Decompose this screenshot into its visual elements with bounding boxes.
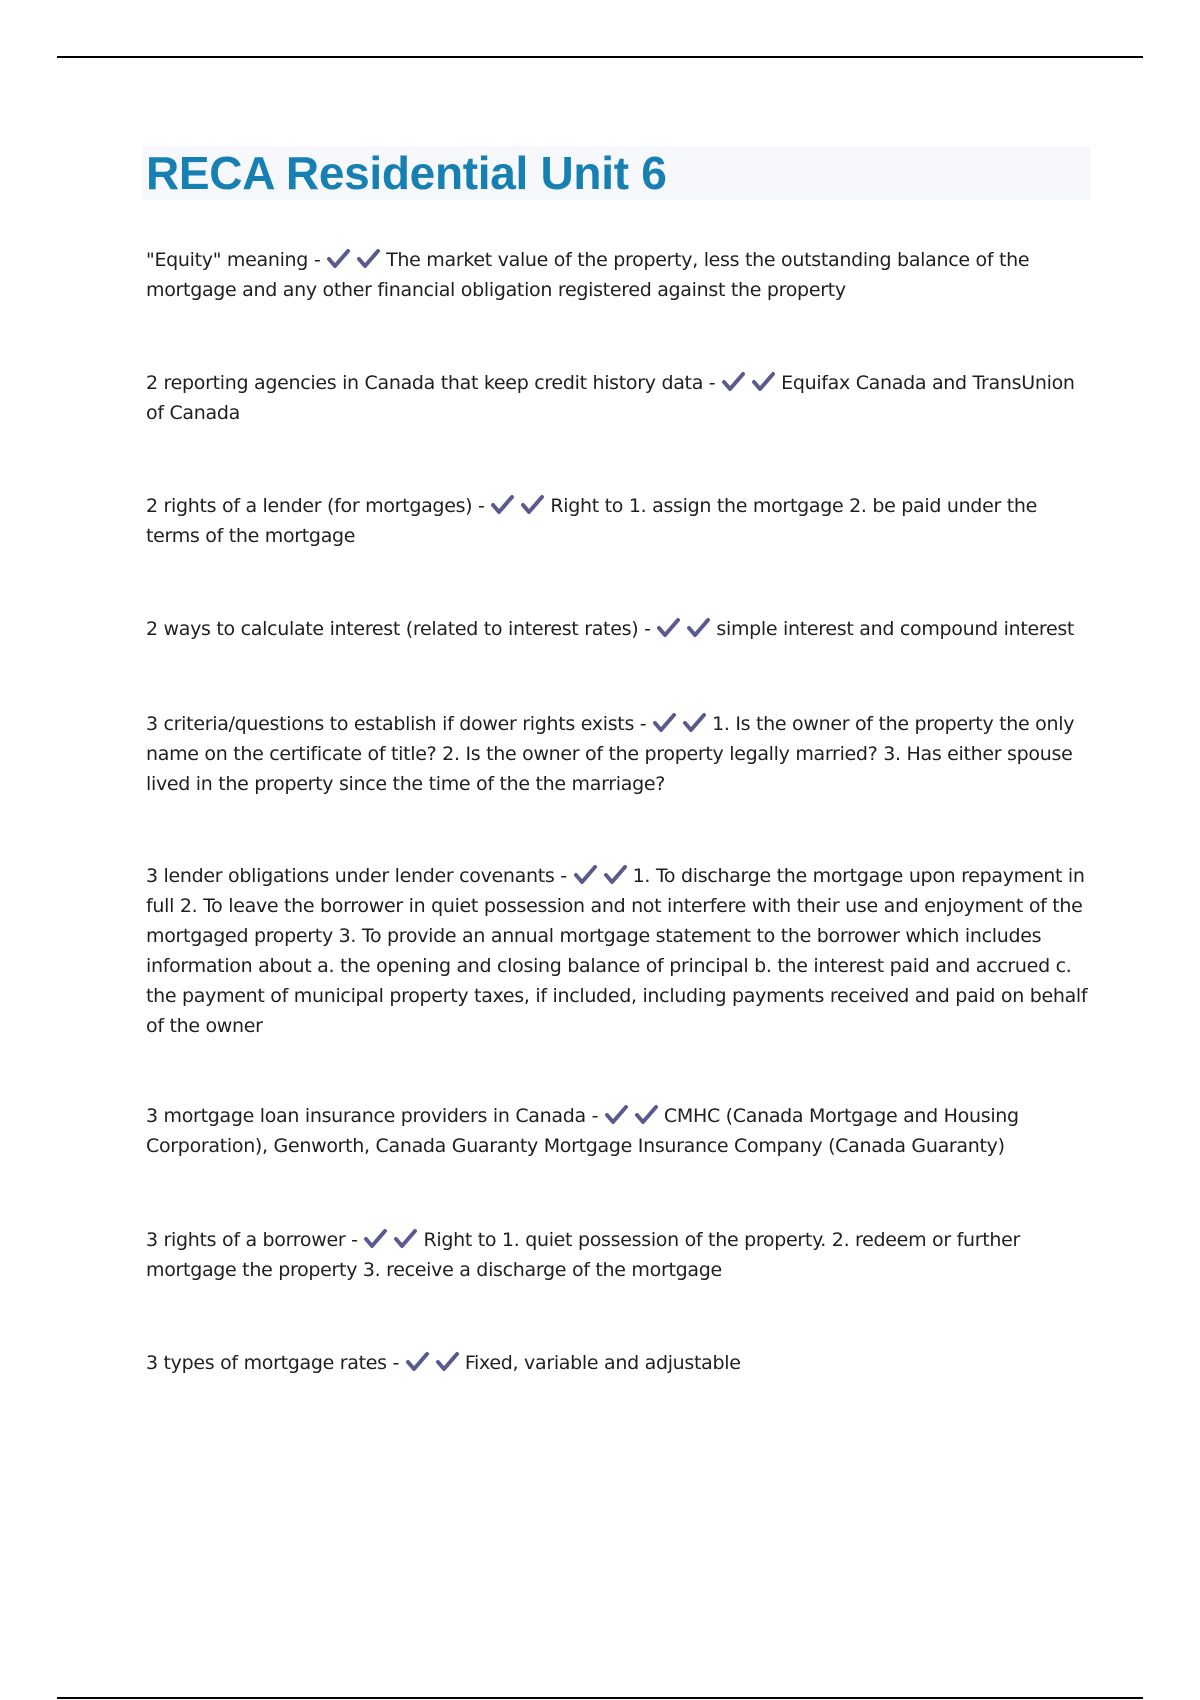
entry-separator: -	[560, 865, 567, 887]
check-icon	[634, 1104, 659, 1126]
entry-separator: -	[478, 495, 485, 517]
check-icon	[363, 1228, 388, 1250]
check-icon	[573, 864, 598, 886]
entry-separator: -	[639, 713, 647, 735]
check-icon	[435, 1351, 460, 1373]
qa-entry	[146, 709, 1091, 799]
entry-separator: -	[351, 1229, 358, 1251]
check-icon	[405, 1351, 430, 1373]
check-icon	[490, 494, 515, 516]
entry-term: 3 criteria/questions to establish if dower rights exists	[146, 713, 635, 735]
check-icon	[721, 371, 746, 393]
entry-answer: 1. To discharge the mortgage upon repayment in full 2. To leave the borrower in quiet possession and not interfere with their use and enjoyment of the mortgaged property 3. To provide an annual mortgage statement to the borrower which includes information about a. the opening and closing balance of principal b. the interest paid and accrued c. the payment of municipal property taxes, if included, including payments received and paid on behalf of the owner	[146, 865, 1088, 1037]
check-icon	[393, 1228, 418, 1250]
entry-answer: simple interest and compound interest	[716, 618, 1075, 640]
check-icon	[686, 617, 711, 639]
check-icon	[603, 864, 628, 886]
entry-separator: -	[708, 372, 716, 394]
entry-answer: CMHC (Canada Mortgage and Housing Corporation), Genworth, Canada Guaranty Mortgage Insurance Company (Canada Guaranty)	[146, 1105, 1019, 1157]
entry-answer: Right to 1. quiet possession of the property. 2. redeem or further mortgage the property 3. receive a discharge of the mortgage	[146, 1229, 1021, 1281]
entry-answer: Fixed, variable and adjustable	[464, 1352, 741, 1374]
top-rule	[57, 56, 1143, 58]
check-icon	[520, 494, 545, 516]
entry-term: 3 lender obligations under lender covenants	[146, 865, 555, 887]
check-icon	[656, 617, 681, 639]
qa-entry	[146, 1348, 1091, 1378]
check-icon	[356, 248, 381, 270]
page-title: RECA Residential Unit 6	[146, 147, 667, 199]
qa-entry	[146, 1225, 1091, 1285]
qa-entry	[146, 491, 1091, 551]
entry-term: 3 rights of a borrower	[146, 1229, 346, 1251]
entry-separator: -	[313, 249, 321, 271]
bottom-rule	[57, 1697, 1143, 1699]
entry-term: "Equity" meaning	[146, 249, 309, 271]
entry-answer: Equifax Canada and TransUnion of Canada	[146, 372, 1075, 424]
check-icon	[682, 712, 707, 734]
entry-term: 2 rights of a lender (for mortgages)	[146, 495, 473, 517]
qa-entry	[146, 1101, 1091, 1161]
entry-separator: -	[392, 1352, 400, 1374]
entry-answer: 1. Is the owner of the property the only name on the certificate of title? 2. Is the owner of the property legally married? 3. Has either spouse lived in the property since the time of the the marriage?	[146, 713, 1075, 795]
entry-term: 3 types of mortgage rates	[146, 1352, 387, 1374]
qa-entry	[146, 245, 1091, 305]
entry-term: 3 mortgage loan insurance providers in Canada	[146, 1105, 586, 1127]
qa-entry	[146, 861, 1091, 1041]
entry-separator: -	[644, 618, 651, 640]
entry-term: 2 ways to calculate interest (related to interest rates)	[146, 618, 639, 640]
entry-answer: The market value of the property, less the outstanding balance of the mortgage and any other financial obligation registered against the property	[146, 249, 1030, 301]
check-icon	[652, 712, 677, 734]
check-icon	[604, 1104, 629, 1126]
check-icon	[751, 371, 776, 393]
entry-term: 2 reporting agencies in Canada that keep credit history data	[146, 372, 704, 394]
qa-entry	[146, 368, 1091, 428]
check-icon	[326, 248, 351, 270]
qa-entry	[146, 614, 1091, 644]
entry-separator: -	[591, 1105, 599, 1127]
entry-answer: Right to 1. assign the mortgage 2. be paid under the terms of the mortgage	[146, 495, 1037, 547]
